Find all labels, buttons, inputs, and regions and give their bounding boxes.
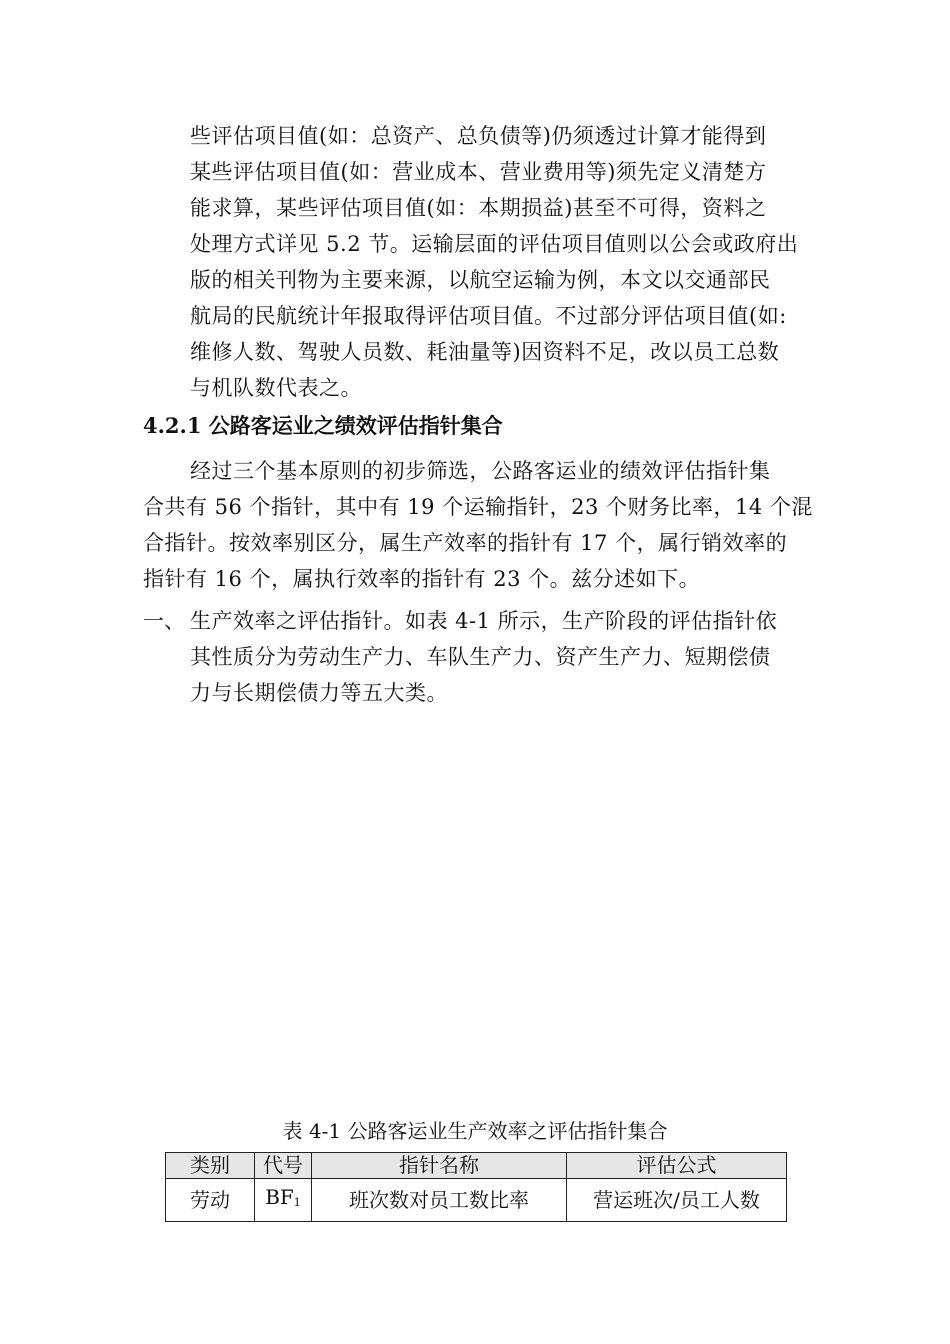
table-header-row: [166, 1153, 787, 1179]
column-header-name: 指针名称: [312, 1153, 567, 1179]
code-main: BF: [265, 1185, 294, 1209]
paragraph-continuation: [190, 118, 820, 406]
text-line: 航局的民航统计年报取得评估项目值。不过部分评估项目值(如:: [190, 304, 787, 328]
column-header-code: 代号: [255, 1153, 312, 1179]
indicator-table: [165, 1152, 787, 1222]
paragraph-summary: [143, 453, 823, 597]
text-line: 与机队数代表之。: [190, 376, 362, 400]
text-line: 处理方式详见 5.2 节。运输层面的评估项目值则以公会或政府出: [190, 232, 799, 256]
table-caption: 表 4-1 公路客运业生产效率之评估指针集合: [282, 1119, 668, 1143]
text-line: 版的相关刊物为主要来源，以航空运输为例，本文以交通部民: [190, 268, 771, 292]
code-subscript: 1: [293, 1196, 301, 1209]
cell-code: [255, 1179, 312, 1222]
text-line: 合共有 56 个指针，其中有 19 个运输指针，23 个财务比率，14 个混: [143, 495, 813, 519]
text-line: 其性质分为劳动生产力、车队生产力、资产生产力、短期偿债: [190, 645, 771, 669]
section-heading: 4.2.1 公路客运业之绩效评估指针集合: [143, 413, 503, 438]
text-line: 经过三个基本原则的初步筛选，公路客运业的绩效评估指针集: [190, 459, 771, 483]
cell-formula: 营运班次/员工人数: [567, 1179, 787, 1222]
cell-category: 劳动: [166, 1179, 255, 1222]
cell-name: 班次数对员工数比率: [312, 1179, 567, 1222]
text-line: 些评估项目值(如：总资产、总负债等)仍须透过计算才能得到: [190, 124, 767, 148]
table-row: [166, 1179, 787, 1222]
text-line: 生产效率之评估指针。如表 4-1 所示，生产阶段的评估指针依: [190, 609, 778, 633]
column-header-category: 类别: [166, 1153, 255, 1179]
text-line: 能求算，某些评估项目值(如：本期损益)甚至不可得，资料之: [190, 196, 767, 220]
list-item: [190, 603, 820, 711]
text-line: 力与长期偿债力等五大类。: [190, 681, 448, 705]
text-line: 某些评估项目值(如：营业成本、营业费用等)须先定义清楚方: [190, 160, 767, 184]
column-header-formula: 评估公式: [567, 1153, 787, 1179]
text-line: 指针有 16 个，属执行效率的指针有 23 个。兹分述如下。: [143, 567, 701, 591]
text-line: 维修人数、驾驶人员数、耗油量等)因资料不足，改以员工总数: [190, 340, 780, 364]
text-line: 合指针。按效率别区分，属生产效率的指针有 17 个，属行销效率的: [143, 531, 788, 555]
list-marker: 一、: [143, 609, 185, 633]
